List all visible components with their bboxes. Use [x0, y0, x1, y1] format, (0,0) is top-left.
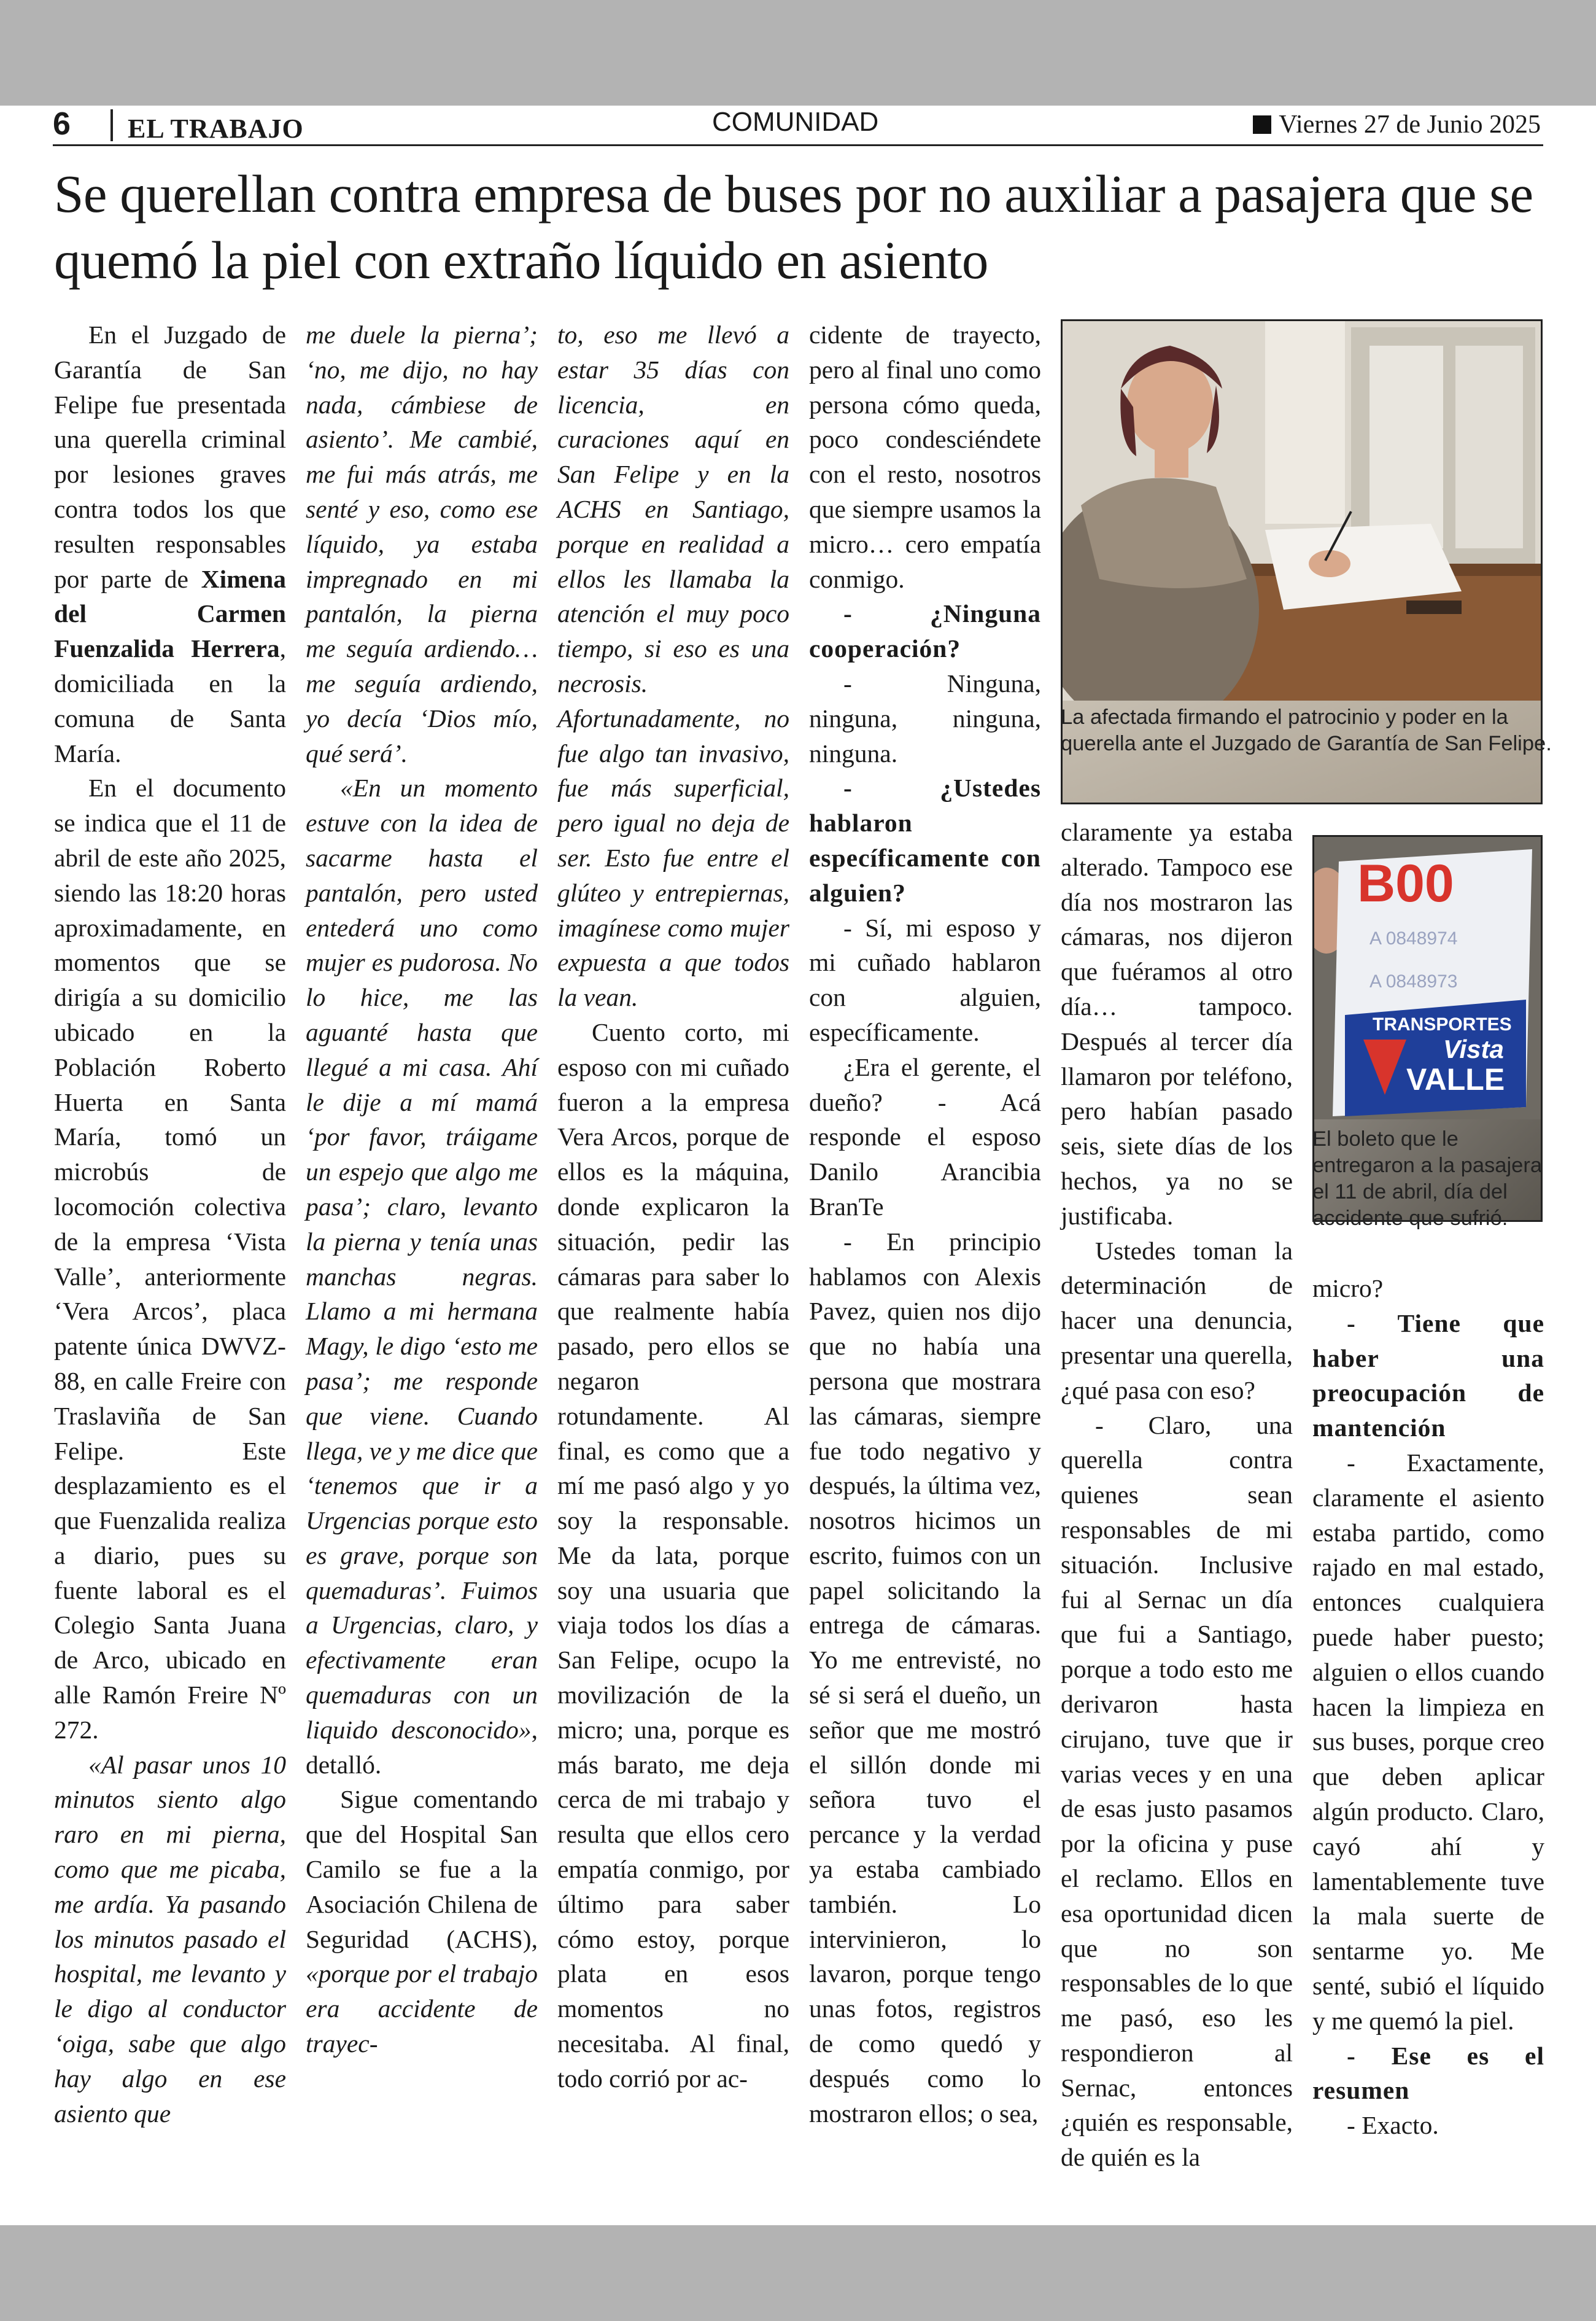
- newspaper-page: [0, 106, 1596, 2225]
- issue-date: [1253, 108, 1541, 141]
- page-header: [0, 106, 1596, 150]
- interview-question: - ¿Ustedes hablaron específicamente con alguien?: [809, 774, 1041, 907]
- paragraph: micro?: [1312, 1274, 1384, 1302]
- paragraph: En el documento se indica que el 11 de abril de este año 2025, siendo las 18:20 horas aproximadamente, en momentos que se dirigía a su domicilio ubicado en la Población Roberto Huerta en Santa María, tomó un microbús de locomoción colectiva de la empresa ‘Vista Valle’, anteriormente ‘Vera Arcos’, placa patente única DWVZ-88, en calle Freire con Traslaviña de San Felipe. Este desplazamiento es el que Fuenzalida realiza a diario, pues su fuente laboral es el Colegio Santa Juana de Arco, ubicado en alle Ramón Freire Nº 272.: [54, 774, 286, 1744]
- paragraph: Ustedes toman la determinación de hacer una denuncia, presentar una querella, ¿qué pasa con eso?: [1061, 1236, 1293, 1404]
- ticket-brand-line: Vista: [1443, 1035, 1504, 1063]
- newspaper-name: EL TRABAJO: [128, 114, 304, 144]
- ticket-serial: A 0848974: [1369, 928, 1458, 949]
- article-column-4: [809, 317, 1041, 2131]
- quote-paragraph: me duele la pierna’; ‘no, me dijo, no hay nada, cámbiese de asiento’. Me cambié, me fui más atrás, me senté y eso, como ese líquido, ya estaba impregnado en mi pantalón, la pierna me seguía ardiendo… me seguía ardiendo, yo decía ‘Dios mío, qué será’.: [306, 321, 538, 768]
- interview-answer: - En principio hablamos con Alexis Pavez, quien nos dijo que no había una persona que mostrara las cámaras, siempre fue todo negativo y después, la última vez, nosotros hicimos un escrito, fuimos con un papel solicitando la entrega de cámaras. Yo me entrevisté, no sé si será el dueño, un señor que me mostró el sillón donde mi señora tuvo el percance y la verdad ya estaba cambiado también. Lo intervinieron, lo lavaron, porque tengo unas fotos, registros de como quedó y después como lo mostraron ellos; o sea,: [809, 1227, 1041, 2128]
- ticket-serial: A 0848973: [1369, 971, 1458, 992]
- interview-answer: - Exacto.: [1347, 2111, 1439, 2140]
- ticket-brand-line: VALLE: [1406, 1062, 1505, 1097]
- article-column-1: [54, 317, 286, 2131]
- interview-answer: - Exactamente, claramente el asiento estaba partido, como rajado en mal estado, entonces cualquiera puede haber puesto; alguien o ellos cuando hacen la limpieza en sus buses, porque creo que deben aplicar algún producto. Claro, cayó ahí y lamentablemente tuve la mala suerte de sentarme yo. Me senté, subió el líquido y me quemó la piel.: [1312, 1448, 1544, 2035]
- interview-answer: - Claro, una querella contra quienes sean responsables de mi situación. Inclusive fui al Sernac un día que fui a Santiago, porque a todo esto me derivaron hasta cirujano, tuve que ir varias veces y en una de esas justo pasamos por la oficina y puse el reclamo. Ellos en esa oportunidad dicen que no son responsables de lo que me pasó, eso les respondieron al Sernac, entonces ¿quién es responsable, de quién es la: [1061, 1410, 1293, 2172]
- article-column-6: [1312, 1271, 1544, 2143]
- paragraph: Cuento corto, mi esposo con mi cuñado fueron a la empresa Vera Arcos, porque de ellos es la máquina, donde explicaron la situación, pedir las cámaras para saber lo que realmente había pasado, pero ellos se negaron rotundamente. Al final, es como que a mí me pasó algo y yo soy la responsable. Me da lata, porque soy una usuaria que viaja todos los días a San Felipe, ocupo la movilización de la micro; una, porque es más barato, me deja cerca de mi trabajo y resulta que ellos cero empatía conmigo, por último para saber cómo estoy, porque plata en esos momentos no necesitaba. Al final, todo corrió por ac-: [557, 1017, 789, 2093]
- interview-answer: - Sí, mi esposo y mi cuñado hablaron con alguien, específicamente.: [809, 913, 1041, 1046]
- paragraph: ¿Era el gerente, el dueño? - Acá responde el esposo Danilo Arancibia BranTe: [809, 1052, 1041, 1221]
- header-separator: [110, 109, 113, 141]
- quote-paragraph: to, eso me llevó a estar 35 días con licencia, en curaciones aquí en San Felipe y en la ACHS en Santiago, porque en realidad a ellos les llamaba la atención el muy poco tiempo, si eso es una necrosis. Afortunadamente, no fue algo tan invasivo, fue más superficial, pero igual no deja de ser. Esto fue entre el glúteo y entrepiernas, imagínese como mujer expuesta a que todos la vean.: [557, 321, 789, 1012]
- text: , domiciliada en la comuna de Santa María.: [54, 634, 286, 768]
- article-column-5: [1061, 815, 1293, 2175]
- ticket-number: B00: [1357, 854, 1454, 913]
- article-column-2: [306, 317, 538, 2061]
- interview-question: - Ese es el resumen: [1312, 2041, 1544, 2105]
- paragraph: claramente ya estaba alterado. Tampoco ese día nos mostraron las cámaras, nos dijeron que fuéramos al otro día… tampoco. Después al tercer día llamaron por teléfono, pero habían pasado seis, siete días de los hechos, ya no se justificaba.: [1061, 818, 1293, 1230]
- ticket-brand-line: TRANSPORTES: [1373, 1014, 1512, 1035]
- woman-signing-illustration: [1063, 321, 1541, 701]
- interview-answer: - Ninguna, ninguna, ninguna, ninguna.: [809, 669, 1041, 768]
- photo-caption: El boleto que le entregaron a la pasajera el 11 de abril, día del accidente que sufrió.: [1312, 1127, 1543, 1230]
- section-name: COMUNIDAD: [712, 107, 879, 137]
- text: En el Juzgado de Garantía de San Felipe fue presentada una querella criminal por lesiones graves contra todos los que resulten responsables por parte de: [54, 321, 286, 593]
- interview-question: - Tiene que haber una preocupación de mantención: [1312, 1308, 1544, 1442]
- quote-text: «En un momento estuve con la idea de sacarme hasta el pantalón, pero usted entederá uno como mujer es pudorosa. No lo hice, me las aguanté hasta que llegué a mi casa. Ahí le dije a mí mamá ‘por favor, tráigame un espejo que algo me pasa’; claro, levanto la pierna y tenía unas manchas negras. Llamo a mi hermana Magy, le digo ‘esto me pasa’; me responde que viene. Cuando llega, ve y me dice que ‘tenemos que ir a Urgencias porque esto es grave, porque son quemaduras’. Fuimos a Urgencias, claro, y efectivamente eran quemaduras con un liquido desconocido»: [306, 774, 538, 1744]
- text: Sigue comentando que del Hospital San Camilo se fue a la Asociación Chilena de Seguridad (ACHS),: [306, 1785, 538, 1953]
- paragraph: [306, 771, 538, 1782]
- header-rule: [53, 144, 1543, 146]
- bus-ticket-illustration: [1314, 837, 1541, 1119]
- text: , detalló.: [306, 1715, 538, 1779]
- paragraph: cidente de trayecto, pero al final uno como persona cómo queda, poco condesciéndete con el resto, nosotros que siempre usamos la micro… cero empatía conmigo.: [809, 321, 1041, 593]
- quote-text: «porque por el trabajo era accidente de trayec-: [306, 1959, 538, 2058]
- paragraph: [306, 1782, 538, 2061]
- issue-date-text: Viernes 27 de Junio 2025: [1279, 111, 1541, 139]
- quote-paragraph: «Al pasar unos 10 minutos siento algo raro en mi pierna, como que me picaba, me ardía. Ya pasando los minutos pasado el hospital, me levanto y le digo al conductor ‘oiga, sabe que algo hay algo en ese asiento que: [54, 1750, 286, 2128]
- person-name: Ximena del Carmen Fuenzalida Herrera: [54, 564, 286, 663]
- paragraph: [54, 317, 286, 771]
- page-number: 6: [53, 106, 71, 142]
- square-bullet-icon: [1253, 115, 1271, 134]
- photo-caption: La afectada firmando el patrocinio y poder en la querella ante el Juzgado de Garantía de San Felipe.: [1061, 706, 1552, 755]
- article-column-3: [557, 317, 789, 2096]
- interview-question: - ¿Ninguna cooperación?: [809, 599, 1041, 663]
- headline: Se querellan contra empresa de buses por no auxiliar a pasajera que se quemó la piel con extraño líquido en asiento: [54, 164, 1533, 290]
